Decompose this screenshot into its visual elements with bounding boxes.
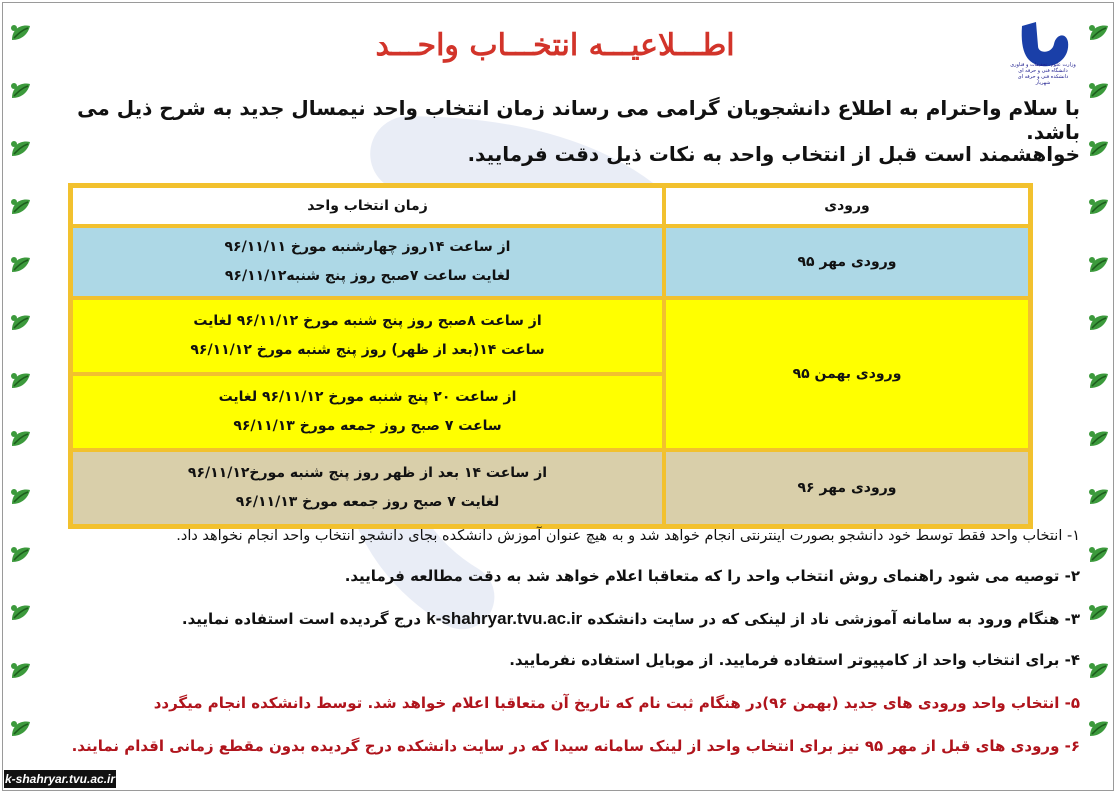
leaf-ornament-icon — [1086, 484, 1112, 510]
time-line: از ساعت ۸صبح روز پنج شنبه مورخ ۹۶/۱۱/۱۲ لغایت — [193, 313, 542, 329]
leaf-ornament-icon — [1086, 310, 1112, 336]
leaf-ornament-icon — [1086, 426, 1112, 452]
entry-cell: ورودی مهر ۹۶ — [664, 450, 1030, 526]
leaf-ornament-icon — [8, 600, 34, 626]
time-cell — [71, 374, 664, 450]
leaf-ornament-icon — [1086, 136, 1112, 162]
footer-site-link[interactable]: k-shahryar.tvu.ac.ir — [4, 772, 116, 786]
leaf-ornament-icon — [1086, 542, 1112, 568]
schedule-table — [68, 183, 1033, 529]
left-border-ornaments — [4, 10, 38, 790]
note-6: ۶- ورودی های قبل از مهر ۹۵ نیز برای انتخاب واحد از لینک سامانه سیدا که در سایت دانشکده درج گردیده بدون مقطع زمانی اقدام نمایند. — [71, 737, 1080, 755]
table-row — [71, 298, 1030, 374]
note-3-before: ۳- هنگام ورود به سامانه آموزشی ناد از لینکی که در سایت دانشکده — [582, 610, 1080, 628]
leaf-ornament-icon — [1086, 194, 1112, 220]
time-line: لغایت ۷ صبح روز جمعه مورخ ۹۶/۱۱/۱۳ — [235, 494, 500, 510]
time-cell — [71, 450, 664, 526]
leaf-ornament-icon — [1086, 20, 1112, 46]
note-3 — [40, 609, 1080, 629]
leaf-ornament-icon — [1086, 368, 1112, 394]
entry-cell: ورودی بهمن ۹۵ — [664, 298, 1030, 450]
leaf-ornament-icon — [1086, 252, 1112, 278]
leaf-ornament-icon — [8, 310, 34, 336]
table-row — [71, 450, 1030, 526]
note-4: ۴- برای انتخاب واحد از کامپیوتر استفاده فرمایید. از موبایل استفاده نفرمایید. — [509, 651, 1080, 669]
header-entry: ورودی — [664, 186, 1030, 226]
leaf-ornament-icon — [8, 542, 34, 568]
leaf-ornament-icon — [8, 78, 34, 104]
leaf-ornament-icon — [1086, 716, 1112, 742]
leaf-ornament-icon — [8, 194, 34, 220]
entry-cell: ورودی مهر ۹۵ — [664, 226, 1030, 298]
leaf-ornament-icon — [8, 252, 34, 278]
intro-line-1: با سلام واحترام به اطلاع دانشجویان گرامی می رساند زمان انتخاب واحد نیمسال جدید به شرح ذیل می باشد. — [77, 96, 1080, 144]
time-line: ساعت ۷ صبح روز جمعه مورخ ۹۶/۱۱/۱۳ — [233, 418, 502, 434]
note-5: ۵- انتخاب واحد ورودی های جدید (بهمن ۹۶)در هنگام ثبت نام که تاریخ آن متعاقبا اعلام خواهد شد. توسط دانشکده انجام میگردد — [153, 694, 1080, 712]
time-line: لغایت ساعت ۷صبح روز پنج شنبه۹۶/۱۱/۱۲ — [224, 268, 511, 284]
time-line: از ساعت ۱۴روز چهارشنبه مورخ ۹۶/۱۱/۱۱ — [224, 239, 511, 255]
leaf-ornament-icon — [1086, 600, 1112, 626]
time-cell — [71, 226, 664, 298]
time-line: ساعت ۱۴(بعد از ظهر) روز پنج شنبه مورخ ۹۶/۱۱/۱۲ — [190, 342, 545, 358]
note-3-after: درج گردیده است استفاده نمایید. — [181, 610, 427, 628]
leaf-ornament-icon — [8, 716, 34, 742]
time-cell — [71, 298, 664, 374]
table-header-row — [71, 186, 1030, 226]
site-link[interactable]: k-shahryar.tvu.ac.ir — [426, 609, 583, 628]
time-line: از ساعت ۲۰ پنج شنبه مورخ ۹۶/۱۱/۱۲ لغایت — [218, 389, 517, 405]
right-border-ornaments — [1082, 10, 1116, 790]
leaf-ornament-icon — [8, 368, 34, 394]
leaf-ornament-icon — [8, 426, 34, 452]
table-row — [71, 226, 1030, 298]
logo-caption: وزارت علوم، تحقیقات و فناوری دانشگاه فنی و حرفه ای دانشکده فنی و حرفه ای شهریار — [1010, 62, 1076, 86]
header-time: زمان انتخاب واحد — [71, 186, 664, 226]
leaf-ornament-icon — [8, 658, 34, 684]
note-2: ۲- توصیه می شود راهنمای روش انتخاب واحد را که متعاقبا اعلام خواهد شد به دقت مطالعه فرمایید. — [344, 567, 1080, 585]
leaf-ornament-icon — [8, 484, 34, 510]
intro-line-2: خواهشمند است قبل از انتخاب واحد به نکات ذیل دقت فرمایید. — [467, 142, 1080, 166]
page-title: اطـــلاعیـــه انتخـــاب واحـــد — [375, 28, 735, 63]
leaf-ornament-icon — [8, 136, 34, 162]
leaf-ornament-icon — [1086, 78, 1112, 104]
time-line: از ساعت ۱۴ بعد از ظهر روز پنج شنبه مورخ۹۶/۱۱/۱۲ — [187, 465, 548, 481]
leaf-ornament-icon — [1086, 658, 1112, 684]
note-1: ۱- انتخاب واحد فقط توسط خود دانشجو بصورت اینترنتی انجام خواهد شد و به هیچ عنوان آموزش دانشکده بجای دانشجو انتخاب واحد انجام نخواهد داد. — [176, 528, 1080, 544]
leaf-ornament-icon — [8, 20, 34, 46]
